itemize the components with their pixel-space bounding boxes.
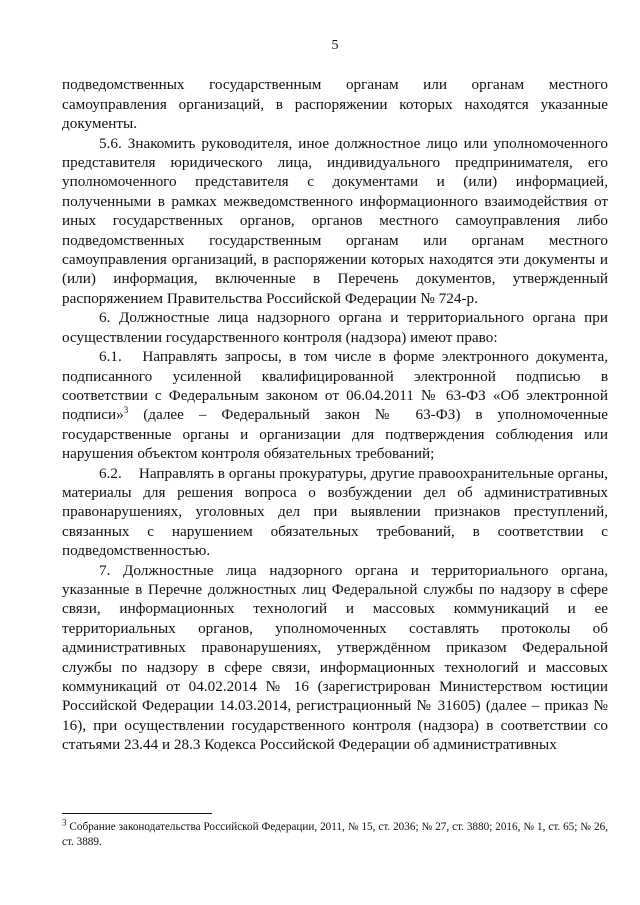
footnote-reference-3: 3	[123, 405, 129, 416]
footnote-mark: 3	[62, 817, 67, 828]
item-6-2-text: Направлять в органы прокуратуры, другие правоохранительные органы, материалы для решения вопроса о возбуждении дел об административных правонарушениях, уголовных дел при выявлении признаков преступлений, связанных с нарушением обязательных требований, в соответствии с подведомственностью.	[62, 464, 609, 560]
paragraph-7: 7. Должностные лица надзорного органа и территориального органа, указанные в Перечне должностных лиц Федеральной службы по надзору в сфере связи, информационных технологий и массовых коммуникаций и ее территориальных органов, уполномоченных составлять протоколы об административных правонарушениях, утверждённом приказом Федеральной службы по надзору в сфере связи, информационных технологий и массовых коммуникаций от 04.02.2014 № 16 (зарегистрирован Министерством юстиции Российской Федерации 14.03.2014, регистрационный № 31605) (далее – приказ № 16), при осуществлении государственного контроля (надзора) в соответствии со статьями 23.44 и 28.3 Кодекса Российской Федерации об административных	[62, 561, 608, 754]
footnote-text: Собрание законодательства Российской Федерации, 2011, № 15, ст. 2036; № 27, ст. 3880; 2016, № 1, ст. 65; № 26, ст. 3889.	[62, 821, 608, 848]
paragraph-6-2	[62, 464, 608, 561]
paragraph-6-1	[62, 347, 608, 463]
paragraph-5-5-continuation: подведомственных государственным органам или органам местного самоуправления организаций, в распоряжении которых находятся указанные документы.	[62, 76, 608, 133]
item-number-6-2: 6.2.	[99, 464, 122, 482]
paragraph-6: 6. Должностные лица надзорного органа и территориального органа при осуществлении государственного контроля (надзора) имеют право:	[62, 309, 608, 346]
item-6-1-text-end: (далее – Федеральный закон № 63-ФЗ) в уполномоченные государственные органы и организации для подтверждения соблюдения или нарушения объектом контроля обязательных требований;	[62, 406, 608, 463]
page-number: 5	[331, 38, 339, 53]
item-6-1-text-start: Направлять запросы, в том числе в форме электронного документа, подписанного усиленной квалифицированной электронной подписью в соответствии с Федеральным законом от 06.04.2011 № 63-ФЗ «Об электронной подписи»	[62, 348, 608, 424]
paragraph-5-6: 5.6. Знакомить руководителя, иное должностное лицо или уполномоченного представителя юридического лица, индивидуального предпринимателя, его уполномоченного представителя с документами и (или) информацией, полученными в рамках межведомственного информационного взаимодействия от иных государственных органов, органов местного самоуправления либо подведомственных государственным органам или органам местного самоуправления организаций, в распоряжении которых находятся эти документы и (или) информация, включенные в Перечень документов, утвержденный распоряжением Правительства Российской Федерации № 724-р.	[62, 134, 608, 307]
footnote-separator	[62, 813, 212, 814]
item-number-6-1: 6.1.	[99, 348, 122, 366]
footnote-3	[62, 817, 608, 850]
